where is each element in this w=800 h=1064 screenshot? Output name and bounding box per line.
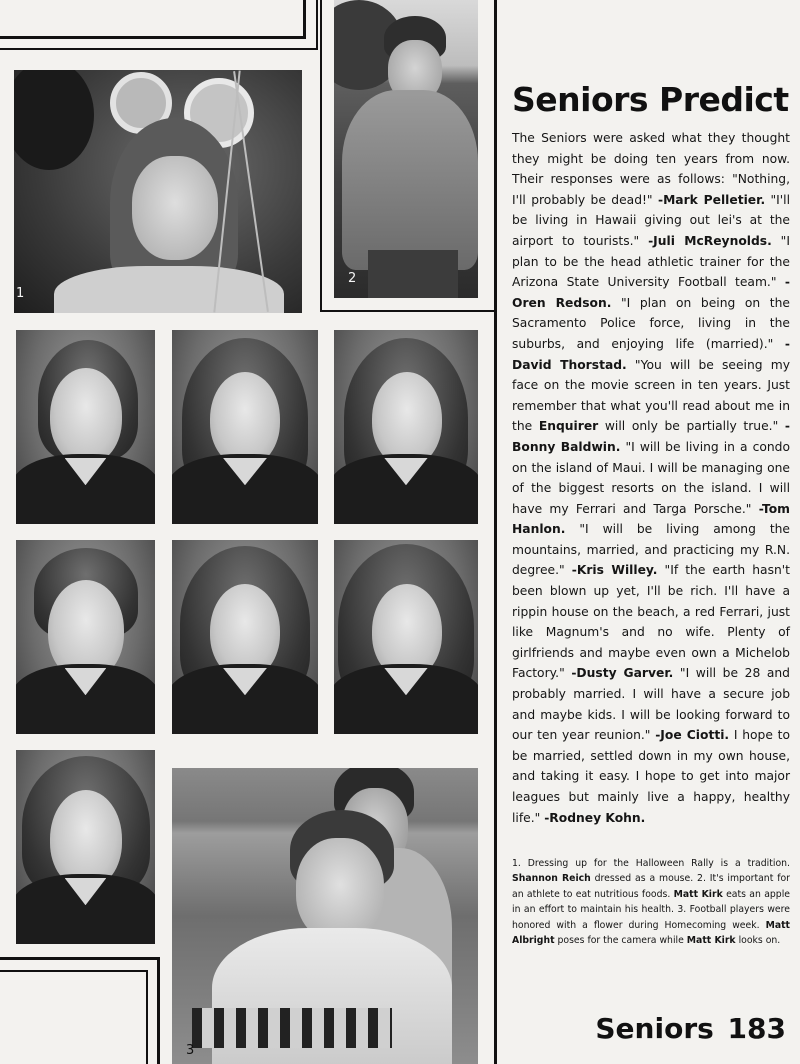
body-text-segment: "I will be living among the mountains, married, and practicing my R.N. degree." xyxy=(512,522,790,578)
bottom-left-frame-rule-v xyxy=(157,957,160,1064)
face-shape xyxy=(132,156,218,260)
column-divider-rule xyxy=(494,0,497,1064)
body-text-segment: "I plan on being on the Sacramento Police force, living in the suburbs, and enjoying life (married)." xyxy=(512,295,790,351)
body-name-segment: Enquirer xyxy=(538,419,599,434)
stripes-shape xyxy=(192,1008,392,1048)
body-text-segment: "I'll be living in Hawaii giving out lei's at the airport to tourists." xyxy=(512,192,791,248)
body-text xyxy=(512,128,790,828)
body-name-segment: -Juli McReynolds. xyxy=(648,233,772,248)
caption-text-segment: looks on. xyxy=(735,935,781,947)
body-name-segment: -Mark Pelletier. xyxy=(657,192,766,207)
caption-text-segment: dressed as a mouse. 2. It's important for an athlete to eat nutritious foods. xyxy=(512,873,790,900)
portrait-row1-col3 xyxy=(334,330,478,524)
body-name-segment: -Tom Hanlon. xyxy=(512,501,790,537)
caption-text-segment: poses for the camera while xyxy=(554,935,687,947)
body-text-segment: I hope to be married, settled down in my own house, and taking it easy. I hope to get into major leagues but mainly live a happy, healthy life." xyxy=(512,728,790,825)
caption-text-segment: 1. Dressing up for the Halloween Rally is a tradition. xyxy=(512,858,790,869)
bottom-left-frame-rule-h2 xyxy=(0,970,148,972)
photo-eating-apple xyxy=(334,0,478,298)
body-text-segment: The Seniors were asked what they thought they might be doing ten years from now. Their responses were as follows: "Nothing, I'll probably be dead!" xyxy=(512,131,790,207)
top-left-frame-rule-h2 xyxy=(0,48,318,50)
body-name-segment: -Oren Redson. xyxy=(512,275,790,310)
photo-number-2: 2 xyxy=(348,271,357,286)
portrait-row3-col1 xyxy=(16,750,155,944)
body-text-segment: "If the earth hasn't been blown up yet, I'll be rich. I'll have a rippin house on the beach, a red Ferrari, just like Magnum's and no wife. Plenty of girlfriends and maybe even own a Michelob Factory." xyxy=(512,563,790,681)
page-folio xyxy=(595,1012,786,1045)
body-name-segment: -Joe Ciotti. xyxy=(655,728,730,743)
folio-section: Seniors xyxy=(595,1012,714,1045)
caption-name-segment: Matt Kirk xyxy=(673,888,723,900)
portrait-row2-col1 xyxy=(16,540,155,734)
caption-name-segment: Matt Kirk xyxy=(686,935,736,947)
photo2-frame-left xyxy=(320,0,322,312)
portrait-row1-col1 xyxy=(16,330,155,524)
bottom-left-frame-rule-v2 xyxy=(146,970,148,1064)
body-text-segment: "I plan to be the head athletic trainer for the Arizona State University Football team." xyxy=(512,233,790,290)
caption-text-segment: eats an apple in an effort to maintain his health. 3. Football players were honored with a flower during Homecoming week. xyxy=(512,888,790,931)
face-shape xyxy=(296,838,384,942)
body-text-segment: "I will be 28 and probably married. I will have a secure job and maybe kids. I will be looking forward to our ten year reunion." xyxy=(512,666,790,743)
portrait-row2-col3 xyxy=(334,540,478,734)
sweater-shape xyxy=(54,266,284,313)
portrait-row1-col2 xyxy=(172,330,318,524)
top-left-frame-rule-v xyxy=(303,0,306,39)
body-name-segment: -Kris Willey. xyxy=(571,563,658,578)
folio-number: 183 xyxy=(727,1012,786,1045)
photo-halloween-mouse xyxy=(14,70,302,313)
body-name-segment: -Dusty Garver. xyxy=(571,666,674,681)
photo-number-1: 1 xyxy=(16,286,25,301)
body-name-segment: -David Thorstad. xyxy=(512,336,790,372)
photo-football-players xyxy=(172,768,478,1064)
top-left-frame-rule-v2 xyxy=(316,0,318,50)
jacket-shape xyxy=(342,90,478,270)
body-name-segment: -Rodney Kohn. xyxy=(544,810,646,825)
bottom-left-frame-rule-h xyxy=(0,957,160,960)
body-name-segment: -Bonny Baldwin. xyxy=(512,419,790,454)
portrait-row2-col2 xyxy=(172,540,318,734)
jeans-shape xyxy=(368,250,458,298)
photo-caption xyxy=(512,856,790,948)
caption-name-segment: Matt Albright xyxy=(512,919,790,947)
page-headline: Seniors Predict xyxy=(512,80,789,119)
photo2-frame-bottom xyxy=(320,310,496,312)
caption-name-segment: Shannon Reich xyxy=(512,873,591,885)
body-text-segment: will only be partially true." xyxy=(598,419,785,434)
body-text-segment: "I will be living in a condo on the island of Maui. I will be managing one of the biggest resorts on the island. I will have my Ferrari and Targa Porsche." xyxy=(512,439,790,516)
top-left-frame-rule-h xyxy=(0,36,306,39)
body-text-segment: "You will be seeing my face on the movie screen in ten years. Just remember that what you'll read about me in the xyxy=(512,357,790,434)
photo-number-3: 3 xyxy=(186,1043,195,1058)
